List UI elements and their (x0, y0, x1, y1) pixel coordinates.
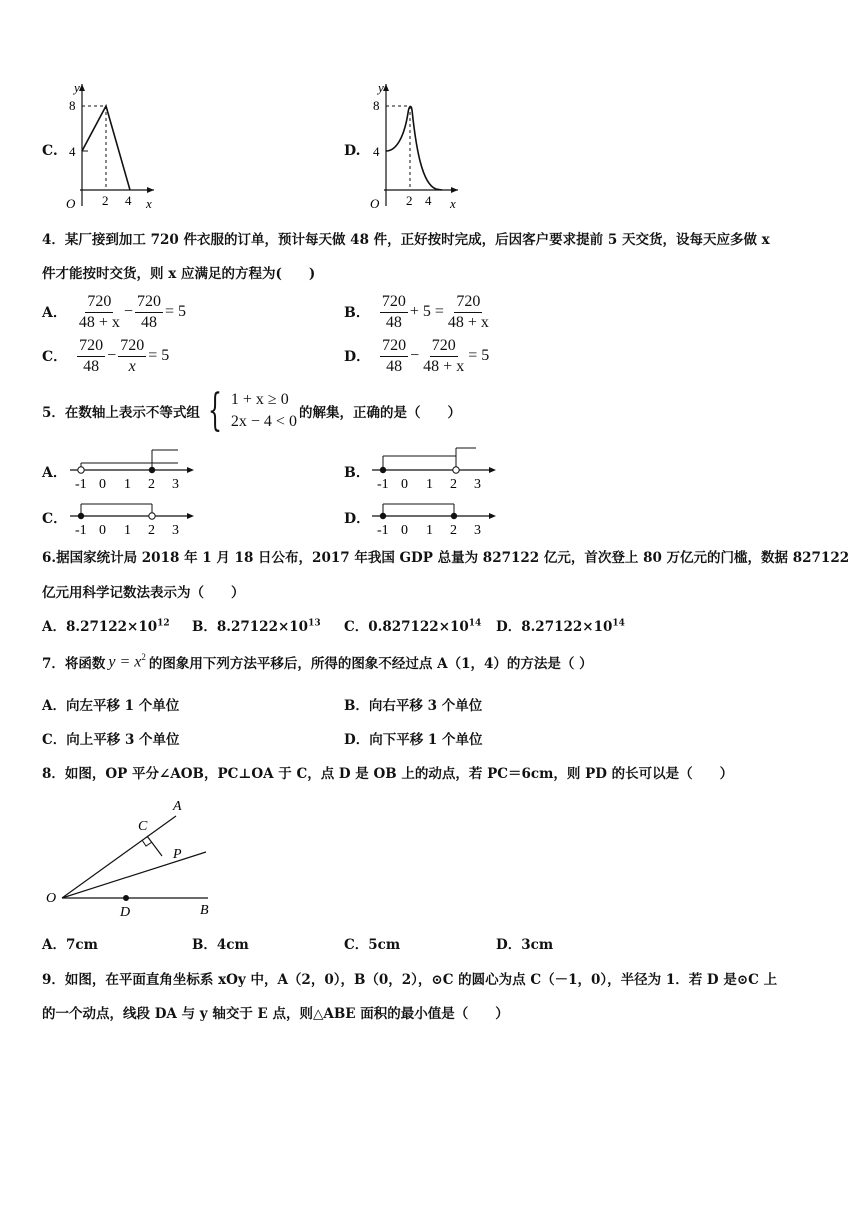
q5-numberline-c[interactable] (66, 494, 196, 538)
q7-text-post: 的图象用下列方法平移后，所得的图象不经过点 A（1，4）的方法是（ ） (148, 656, 593, 672)
q5b-tick-0: 0 (401, 477, 408, 490)
q8-label-a: A (173, 799, 182, 814)
q5c-tick-2: 2 (148, 523, 155, 538)
q3-option-d-label[interactable]: D. (344, 143, 361, 159)
q6-option-b-exp: 13 (308, 618, 321, 629)
q5d-tick-0: 0 (401, 523, 408, 538)
q3c-origin: O (66, 196, 76, 211)
q7-question (42, 652, 593, 672)
q4a-den1: 48 + x (78, 313, 120, 331)
q8-label-c: C (138, 819, 148, 834)
q6-text-line2: 亿元用科学记数法表示为（ ） (42, 585, 245, 601)
q5-question (42, 386, 461, 436)
q6-option-d-exp: 14 (612, 618, 625, 629)
q4c-num2: 720 (118, 336, 146, 357)
q5a-tick-neg1: -1 (75, 477, 87, 490)
q4d-rhs: = 5 (468, 347, 490, 364)
q8-option-c[interactable]: C．5cm (344, 937, 401, 953)
q5-ineq2: 2x − 4 < 0 (230, 413, 297, 430)
q8-label-p: P (173, 847, 182, 862)
q4-option-d-label: D． (344, 349, 371, 365)
q5-option-d-label[interactable]: D． (344, 511, 371, 527)
q8-option-a[interactable]: A．7cm (42, 937, 98, 953)
q4-option-d[interactable] (344, 334, 489, 378)
q8-question-text: 8．如图，OP 平分∠AOB，PC⊥OA 于 C，点 D 是 OB 上的动点，若 PC＝6cm，则 PD 的长可以是（ ） (42, 766, 734, 782)
q5-option-b-label[interactable]: B． (344, 465, 370, 481)
q4b-den2: 48 + x (447, 313, 489, 331)
q4-option-a-label: A． (42, 305, 67, 321)
q4-option-c[interactable] (42, 334, 169, 378)
q6-option-a-text: A．8.27122×10 (42, 619, 158, 635)
q3-graph-c (62, 78, 162, 218)
q3c-y4: 4 (69, 144, 76, 159)
q5a-tick-0: 0 (99, 477, 106, 490)
q4-text-line2: 件才能按时交货，则 x 应满足的方程为( ) (42, 266, 316, 282)
q5d-tick-neg1: -1 (377, 523, 389, 538)
q6-option-d[interactable] (496, 615, 625, 635)
q7-option-a[interactable]: A．向左平移 1 个单位 (42, 698, 180, 714)
q4a-den2: 48 (140, 313, 157, 331)
q5a-tick-2: 2 (148, 477, 155, 490)
q9-text-line2: 的一个动点，线段 DA 与 y 轴交于 E 点，则△ABE 面积的最小值是（ ） (42, 1006, 509, 1022)
q6-text-line1: 6.据国家统计局 2018 年 1 月 18 日公布，2017 年我国 GDP 总量为 827122 亿元，首次登上 80 万亿元的门槛，数据 827122 (42, 550, 850, 566)
q8-angle-figure (40, 794, 230, 924)
q4c-op: − (107, 347, 117, 364)
q3d-origin: O (370, 196, 380, 211)
q5-option-a-label[interactable]: A． (42, 465, 67, 481)
q7-option-b[interactable]: B．向右平移 3 个单位 (344, 698, 483, 714)
q8-option-b[interactable]: B．4cm (192, 937, 249, 953)
q6-option-a-exp: 12 (157, 618, 170, 629)
q5a-tick-1: 1 (124, 477, 131, 490)
q8-label-o: O (46, 891, 57, 906)
q3d-y8: 8 (373, 98, 380, 113)
q6-option-c-text: C．0.827122×10 (344, 619, 469, 635)
q5c-tick-0: 0 (99, 523, 106, 538)
q5b-tick-2: 2 (450, 477, 457, 490)
q3-graph-d (366, 78, 466, 218)
q3d-y4: 4 (373, 144, 380, 159)
q4b-mid: + 5 = (409, 303, 444, 320)
q8-label-d: D (120, 905, 131, 920)
q4c-den1: 48 (83, 357, 100, 375)
q6-option-c-exp: 14 (468, 618, 482, 629)
q3c-x2: 2 (102, 193, 109, 208)
q3c-y-label: y (74, 80, 80, 95)
q4d-op: − (410, 347, 420, 364)
q5b-tick-1: 1 (426, 477, 433, 490)
q4-option-a[interactable] (42, 290, 186, 334)
q6-option-b-text: B．8.27122×10 (192, 619, 309, 635)
q3c-x-label: x (146, 196, 152, 211)
q4a-num2: 720 (135, 292, 163, 313)
q6-option-b[interactable] (192, 615, 321, 635)
q7-option-c[interactable]: C．向上平移 3 个单位 (42, 732, 180, 748)
q6-option-c[interactable] (344, 615, 481, 635)
q5-numberline-d[interactable] (368, 494, 498, 538)
q4-option-c-label: C． (42, 349, 68, 365)
q7-text-pre: 7．将函数 (42, 656, 106, 672)
q4a-rhs: = 5 (164, 303, 186, 320)
q7-func-exp: 2 (141, 652, 146, 663)
q5-option-c-label[interactable]: C． (42, 511, 68, 527)
q3c-x4: 4 (125, 193, 132, 208)
q8-label-b: B (200, 903, 209, 918)
q8-option-d[interactable]: D．3cm (496, 937, 554, 953)
q3c-y8: 8 (69, 98, 76, 113)
q4-option-b-label: B． (344, 305, 370, 321)
q4d-num2: 720 (430, 336, 458, 357)
q5c-tick-1: 1 (124, 523, 131, 538)
q4-text-line1: 4．某厂接到加工 720 件衣服的订单，预计每天做 48 件，正好按时完成，后因客户要求提前 5 天交货，设每天应多做 x (42, 232, 770, 248)
q4a-op: − (123, 303, 133, 320)
q4b-num1: 720 (380, 292, 408, 313)
q5-text-post: 的解集，正确的是（ ） (298, 405, 461, 421)
q6-option-a[interactable] (42, 615, 170, 635)
q3d-x-label: x (450, 196, 456, 211)
q4-option-b[interactable] (344, 290, 491, 334)
q5-ineq1: 1 + x ≥ 0 (230, 391, 289, 408)
q7-option-d[interactable]: D．向下平移 1 个单位 (344, 732, 483, 748)
q5-numberline-b[interactable] (368, 446, 498, 490)
q4d-den1: 48 (386, 357, 403, 375)
q5c-tick-3: 3 (172, 523, 179, 538)
q4c-den2: x (128, 357, 136, 375)
q4a-num1: 720 (85, 292, 113, 313)
q4b-num2: 720 (454, 292, 482, 313)
q5-brace: { (207, 385, 222, 436)
q5b-tick-3: 3 (474, 477, 481, 490)
q4c-num1: 720 (77, 336, 105, 357)
q5-text-pre: 5．在数轴上表示不等式组 (42, 405, 200, 421)
q4b-den1: 48 (385, 313, 402, 331)
q7-func: y = x (108, 653, 142, 671)
q3d-x4: 4 (425, 193, 432, 208)
q3d-y-label: y (378, 80, 384, 95)
q5a-tick-3: 3 (172, 477, 179, 490)
q4d-den2: 48 + x (423, 357, 465, 375)
q4c-rhs: = 5 (148, 347, 170, 364)
q3-option-c-label[interactable]: C. (42, 143, 58, 159)
q3d-x2: 2 (406, 193, 413, 208)
q4d-num1: 720 (380, 336, 408, 357)
q5d-tick-2: 2 (450, 523, 457, 538)
q5d-tick-3: 3 (474, 523, 481, 538)
q5b-tick-neg1: -1 (377, 477, 389, 490)
q9-text-line1: 9．如图，在平面直角坐标系 xOy 中，A（2，0），B（0，2），⊙C 的圆心为点 C（－1，0），半径为 1．若 D 是⊙C 上 (42, 972, 778, 988)
q5c-tick-neg1: -1 (75, 523, 87, 538)
q6-option-d-text: D．8.27122×10 (496, 619, 613, 635)
q5-numberline-a[interactable] (66, 446, 196, 490)
q5d-tick-1: 1 (426, 523, 433, 538)
